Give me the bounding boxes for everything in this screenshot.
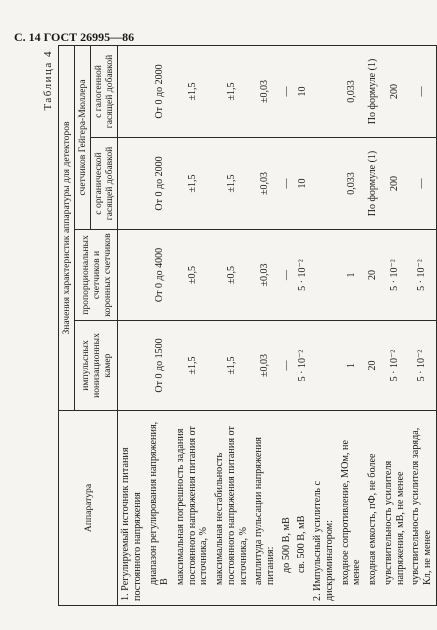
cell-gm-halogen: 0,033 <box>338 45 365 137</box>
table-row <box>118 45 146 605</box>
header-apparatus: Аппаратура <box>59 411 118 606</box>
row-label: чувствительность усилителя напряжения, мВ, не менее <box>381 411 408 606</box>
cell-prop: 5 · 10⁻² <box>294 230 310 321</box>
cell-gm-halogen: По формуле (1) <box>365 45 381 137</box>
cell-gm-organic: — <box>279 138 295 230</box>
cell-pulse: 20 <box>365 321 381 411</box>
row-label: максимальная погрешность задания постоянного напряжения питания от источника, % <box>173 411 212 606</box>
cell-pulse: — <box>279 321 295 411</box>
header-group: Значения характеристик аппаратуры для детекторов <box>59 45 75 410</box>
cell-prop: — <box>279 230 295 321</box>
cell-gm-organic: — <box>408 138 436 230</box>
row-label: диапазон регулирования напряжения, В <box>146 411 173 606</box>
cell-prop: 20 <box>365 230 381 321</box>
cell-pulse: 5 · 10⁻² <box>381 321 408 411</box>
cell-pulse: ±1,5 <box>212 321 251 411</box>
header-proportional-counters: пропорциональных счетчиков и коронных счетчиков <box>75 230 118 321</box>
cell-prop: ±0,5 <box>173 230 212 321</box>
table-row <box>408 45 436 605</box>
cell-pulse: 1 <box>338 321 365 411</box>
row-label: св. 500 В, мВ <box>294 411 310 606</box>
cell-gm-organic: ±1,5 <box>212 138 251 230</box>
cell-prop: ±0,03 <box>251 230 278 321</box>
cell-gm-organic: 0,033 <box>338 138 365 230</box>
table-row <box>338 45 365 605</box>
cell-prop: 5 · 10⁻² <box>408 230 436 321</box>
cell-gm-halogen: ±1,5 <box>173 45 212 137</box>
cell-gm-organic: ±1,5 <box>173 138 212 230</box>
table-row <box>212 45 251 605</box>
cell-gm-halogen: — <box>279 45 295 137</box>
table-row <box>173 45 212 605</box>
cell-prop: ±0,5 <box>212 230 251 321</box>
row-label: амплитуда пульсации напряжения питания: <box>251 411 278 606</box>
header-row-1 <box>59 45 75 605</box>
header-pulse-chambers: импульсных ионизационных камер <box>75 321 118 411</box>
cell-gm-organic <box>118 138 146 230</box>
cell-gm-halogen: ±0,03 <box>251 45 278 137</box>
table-row <box>294 45 310 605</box>
table-row <box>279 45 295 605</box>
cell-pulse <box>118 321 146 411</box>
cell-pulse: От 0 до 1500 <box>146 321 173 411</box>
cell-gm-organic: 200 <box>381 138 408 230</box>
row-label: входное сопротивление, МОм, не менее <box>338 411 365 606</box>
cell-gm-organic <box>310 138 337 230</box>
cell-pulse: ±1,5 <box>173 321 212 411</box>
page-header: С. 14 ГОСТ 26995—86 <box>14 30 135 44</box>
cell-gm-organic: По формуле (1) <box>365 138 381 230</box>
cell-prop <box>310 230 337 321</box>
characteristics-table <box>58 45 437 606</box>
cell-prop <box>118 230 146 321</box>
header-gm-organic: с органической гасящей добавкой <box>91 138 118 230</box>
table-row <box>310 45 337 605</box>
cell-pulse: ±0,03 <box>251 321 278 411</box>
table-row <box>146 45 173 605</box>
cell-pulse <box>310 321 337 411</box>
table-title: Таблица 4 <box>42 50 54 111</box>
rotated-table-block <box>40 46 433 606</box>
cell-gm-halogen: 10 <box>294 45 310 137</box>
header-gm-halogen: с галогенной гасящей добавкой <box>91 45 118 137</box>
cell-prop: От 0 до 4000 <box>146 230 173 321</box>
cell-gm-organic: От 0 до 2000 <box>146 138 173 230</box>
cell-gm-organic: 10 <box>294 138 310 230</box>
cell-gm-halogen <box>310 45 337 137</box>
cell-prop: 5 · 10⁻² <box>381 230 408 321</box>
cell-gm-halogen <box>118 45 146 137</box>
table-row <box>381 45 408 605</box>
row-label: 2. Импульсный усилитель с дискриминатором: <box>310 411 337 606</box>
cell-gm-halogen: 200 <box>381 45 408 137</box>
row-label: до 500 В, мВ <box>279 411 295 606</box>
table-row <box>365 45 381 605</box>
cell-gm-halogen: От 0 до 2000 <box>146 45 173 137</box>
cell-pulse: 5 · 10⁻² <box>294 321 310 411</box>
row-label: чувствительность усилителя заряда, Кл, не менее <box>408 411 436 606</box>
header-gm-counters: счетчиков Гейгера-Мюллера <box>75 45 91 229</box>
cell-gm-organic: ±0,03 <box>251 138 278 230</box>
row-label: входная емкость, пФ, не более <box>365 411 381 606</box>
row-label: максимальная нестабильность постоянного напряжения питания от источника, % <box>212 411 251 606</box>
cell-prop: 1 <box>338 230 365 321</box>
row-label: 1. Регулируемый источник питания постоянного напряжения <box>118 411 146 606</box>
cell-gm-halogen: — <box>408 45 436 137</box>
table-row <box>251 45 278 605</box>
cell-pulse: 5 · 10⁻² <box>408 321 436 411</box>
cell-gm-halogen: ±1,5 <box>212 45 251 137</box>
